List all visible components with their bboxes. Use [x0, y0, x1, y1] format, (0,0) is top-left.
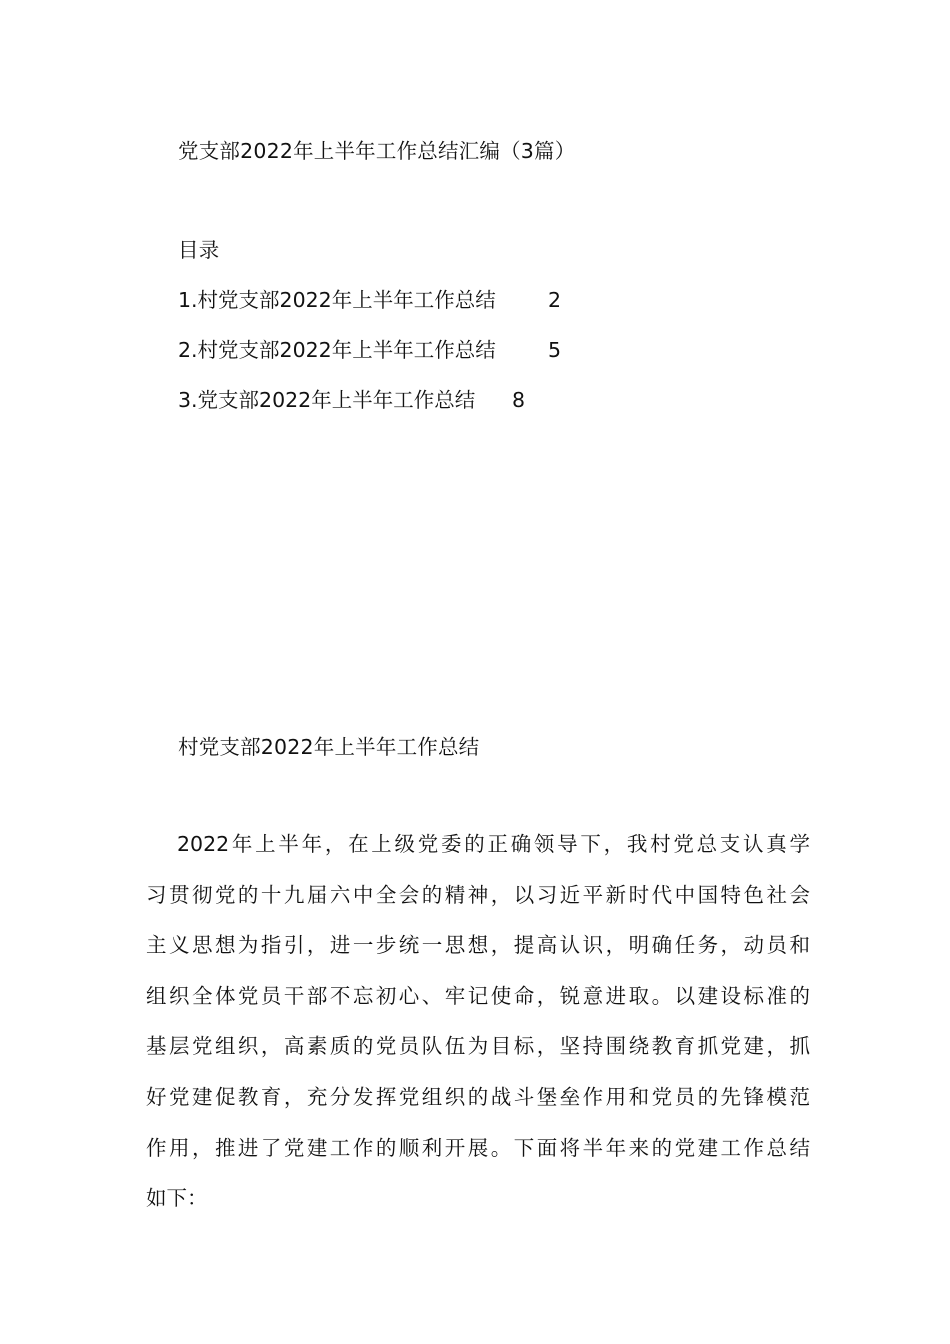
body-paragraph [146, 834, 810, 1239]
toc-entry-2[interactable] [178, 338, 562, 362]
paragraph-line: 基层党组织，高素质的党员队伍为目标，坚持围绕教育抓党建，抓 [146, 1034, 810, 1059]
toc-entry-page-number: 5 [548, 338, 562, 362]
toc-entry-label: 3.党支部2022年上半年工作总结 [178, 388, 476, 412]
paragraph-line: 如下： [146, 1186, 208, 1211]
toc-entry-1[interactable] [178, 288, 562, 312]
paragraph-line: 主义思想为指引，进一步统一思想，提高认识，明确任务，动员和 [146, 933, 810, 958]
paragraph-line: 作用，推进了党建工作的顺利开展。下面将半年来的党建工作总结 [146, 1135, 810, 1160]
toc-entry-label: 2.村党支部2022年上半年工作总结 [178, 338, 496, 362]
toc-entry-label: 1.村党支部2022年上半年工作总结 [178, 288, 496, 312]
paragraph-line: 习贯彻党的十九届六中全会的精神，以习近平新时代中国特色社会 [146, 882, 810, 907]
toc-entry-3[interactable] [178, 388, 526, 412]
section-title: 村党支部2022年上半年工作总结 [178, 735, 480, 759]
toc-entry-page-number: 8 [512, 388, 526, 412]
toc-entry-page-number: 2 [548, 288, 562, 312]
paragraph-line: 2022年上半年，在上级党委的正确领导下，我村党总支认真学 [177, 832, 810, 856]
toc-heading: 目录 [178, 238, 220, 262]
paragraph-line: 组织全体党员干部不忘初心、牢记使命，锐意进取。以建设标准的 [146, 983, 810, 1008]
document-title: 党支部2022年上半年工作总结汇编（3篇） [178, 139, 576, 163]
paragraph-line: 好党建促教育，充分发挥党组织的战斗堡垒作用和党员的先锋模范 [146, 1084, 810, 1109]
